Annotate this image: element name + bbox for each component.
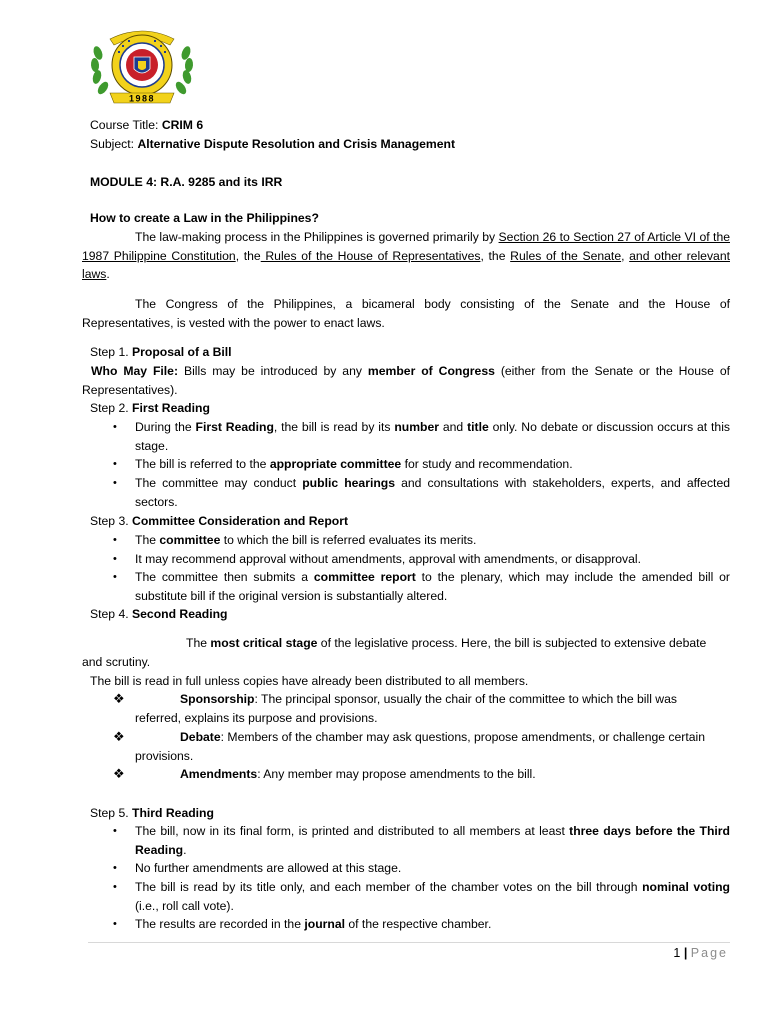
- step5-heading: Step 5. Third Reading: [90, 806, 214, 820]
- section-heading: How to create a Law in the Philippines?: [90, 211, 319, 225]
- congress-paragraph: The Congress of the Philippines, a bicameral body consisting of the Senate and the House of Representatives, is vested with the power to enact laws.: [82, 297, 730, 330]
- course-title-value: CRIM 6: [161, 118, 204, 132]
- bullet: •: [113, 881, 117, 893]
- constitution-link[interactable]: Section 26 to Section 27 of Article VI of the 1987 Philippine Constitution: [82, 230, 730, 263]
- subject-line: Subject: Alternative Dispute Resolution and Crisis Management: [90, 137, 456, 151]
- bullet: •: [113, 862, 117, 874]
- bullet: •: [113, 571, 117, 583]
- step4-read-in-full: The bill is read in full unless copies have already been distributed to all members.: [90, 674, 529, 688]
- logo-year: 1988: [128, 93, 156, 104]
- intro-paragraph: The law-making process in the Philippines is governed primarily by Section 26 to Section 27 of Article VI of the 1987 Philippine Constitution, the Rules of the House of Representatives, the Rules of the Senate, and other relevant laws.: [82, 230, 730, 281]
- step1-heading: Step 1. Proposal of a Bill: [90, 345, 232, 359]
- list-item: The committee then submits a committee report to the plenary, which may include the amended bill or substitute bill if the original version is substantially altered.: [135, 570, 730, 603]
- list-item: The committee to which the bill is referred evaluates its merits.: [135, 533, 477, 547]
- course-title-line: Course Title: CRIM 6: [90, 118, 204, 132]
- list-item: The bill is read by its title only, and each member of the chamber votes on the bill through nominal voting (i.e., roll call vote).: [135, 880, 730, 913]
- step3-heading: Step 3. Committee Consideration and Report: [90, 514, 349, 528]
- bullet: •: [113, 534, 117, 546]
- step4-heading: Step 4. Second Reading: [90, 607, 228, 621]
- senate-rules-link[interactable]: Rules of the Senate: [510, 248, 622, 263]
- school-seal-logo: [88, 23, 196, 109]
- footer-divider: [88, 942, 730, 943]
- bullet: •: [113, 918, 117, 930]
- list-item: During the First Reading, the bill is read by its number and title only. No debate or discussion occurs at this stage.: [135, 420, 731, 453]
- diamond-bullet-icon: ❖: [113, 766, 125, 781]
- bullet: •: [113, 421, 117, 433]
- debate-item: Debate: Members of the chamber may ask questions, propose amendments, or challenge certain: [180, 730, 705, 744]
- list-item: No further amendments are allowed at this stage.: [135, 861, 402, 875]
- debate-item-cont: provisions.: [135, 749, 194, 763]
- diamond-bullet-icon: ❖: [113, 691, 125, 706]
- list-item: The bill, now in its final form, is printed and distributed to all members at least three days before the Third Reading.: [135, 824, 730, 857]
- list-item: The results are recorded in the journal of the respective chamber.: [135, 917, 492, 931]
- bullet: •: [113, 458, 117, 470]
- step4-intro-line2: and scrutiny.: [82, 655, 151, 669]
- bullet: •: [113, 825, 117, 837]
- step1-who-may-file: Who May File: Bills may be introduced by any member of Congress (either from the Senate or the House of Representatives).: [82, 364, 730, 397]
- sponsorship-item: Sponsorship: The principal sponsor, usually the chair of the committee to which the bill was: [180, 692, 677, 706]
- diamond-bullet-icon: ❖: [113, 729, 125, 744]
- bullet: •: [113, 477, 117, 489]
- page-number: 1 | Page: [673, 946, 728, 960]
- step2-heading: Step 2. First Reading: [90, 401, 210, 415]
- amendments-item: Amendments: Any member may propose amendments to the bill.: [180, 767, 536, 781]
- house-rules-link[interactable]: Rules of the House of Representatives: [260, 248, 481, 263]
- list-item: The committee may conduct public hearings and consultations with stakeholders, experts, and affected sectors.: [135, 476, 730, 509]
- list-item: The bill is referred to the appropriate committee for study and recommendation.: [135, 457, 573, 471]
- module-title: MODULE 4: R.A. 9285 and its IRR: [90, 175, 283, 189]
- step4-intro-line1: The most critical stage of the legislative process. Here, the bill is subjected to extensive debate: [186, 636, 707, 650]
- other-laws-link[interactable]: and other relevant laws: [82, 248, 730, 281]
- sponsorship-item-cont: referred, explains its purpose and provisions.: [135, 711, 378, 725]
- subject-value: Alternative Dispute Resolution and Crisis Management: [137, 137, 456, 151]
- bullet: •: [113, 553, 117, 565]
- list-item: It may recommend approval without amendments, approval with amendments, or disapproval.: [135, 552, 642, 566]
